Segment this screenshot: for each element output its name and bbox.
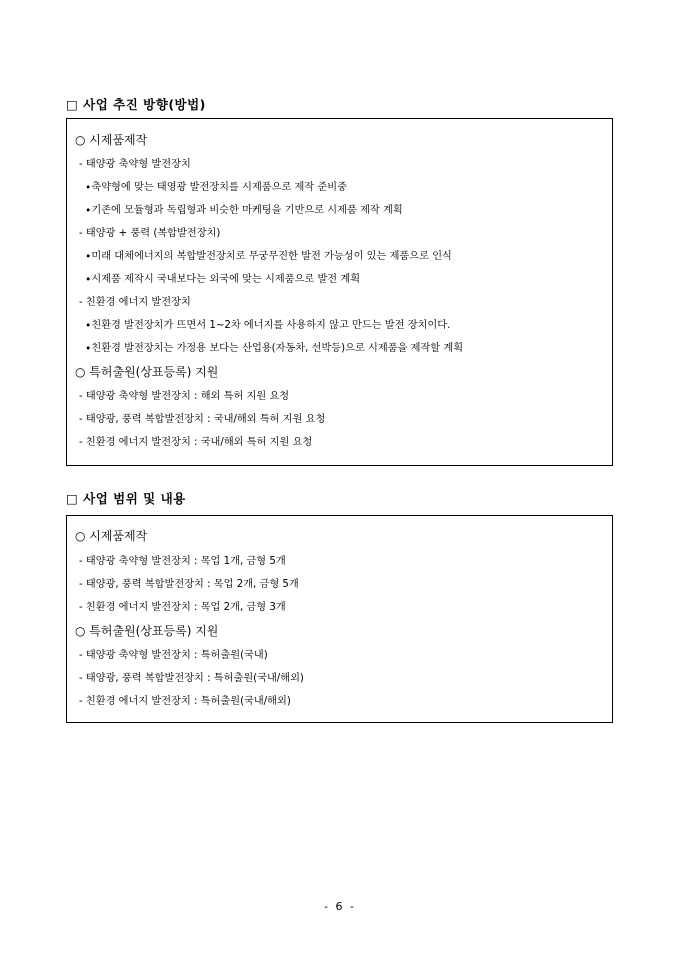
scope-box (66, 515, 613, 723)
list-item: ○ 특허출원(상표등록) 지원 (75, 624, 219, 638)
list-item: - 친환경 에너지 발전장치 : 국내/해외 특허 지원 요청 (79, 437, 313, 448)
list-item: ∙시제품 제작시 국내보다는 외국에 맞는 시제품으로 발전 계획 (85, 274, 361, 285)
list-item: ○ 시제품제작 (75, 529, 148, 543)
list-item: ∙기존에 모듈형과 독립형과 비슷한 마케팅을 기반으로 시제품 제작 계획 (85, 205, 403, 216)
list-item: ○ 특허출원(상표등록) 지원 (75, 365, 219, 379)
list-item: ∙친환경 발전장치는 가정용 보다는 산업용(자동차, 선박등)으로 시제품을 제작할 계획 (85, 343, 464, 354)
list-item: - 친환경 에너지 발전장치 : 목업 2개, 금형 3개 (79, 602, 286, 613)
list-item: - 태양광 축약형 발전장치 : 목업 1개, 금형 5개 (79, 556, 286, 567)
list-item: ∙미래 대체에너지의 복합발전장치로 무궁무진한 발전 가능성이 있는 제품으로 인식 (85, 251, 452, 262)
section-heading-scope: □ 사업 범위 및 내용 (66, 491, 186, 506)
list-item: - 친환경 에너지 발전장치 (79, 297, 191, 308)
list-item: ∙친환경 발전장치가 뜨면서 1~2차 에너지를 사용하지 않고 만드는 발전 장치이다. (85, 320, 451, 331)
list-item: - 태양광, 풍력 복합발전장치 : 국내/해외 특허 지원 요청 (79, 414, 326, 425)
list-item: - 태양광 축약형 발전장치 : 해외 특허 지원 요청 (79, 391, 290, 402)
list-item: - 태양광 + 풍력 (복합발전장치) (79, 228, 221, 239)
page-number: - 6 - (324, 900, 356, 913)
list-item: - 태양광 축약형 발전장치 (79, 159, 191, 170)
list-item: - 태양광, 풍력 복합발전장치 : 목업 2개, 금형 5개 (79, 579, 299, 590)
direction-box (66, 118, 613, 466)
list-item: ∙축약형에 맞는 태영광 발전장치를 시제품으로 제작 준비중 (85, 182, 347, 193)
list-item: - 태양광, 풍력 복합발전장치 : 특허출원(국내/해외) (79, 673, 304, 684)
section-heading-direction: □ 사업 추진 방향(방법) (66, 97, 206, 112)
list-item: - 친환경 에너지 발전장치 : 특허출원(국내/해외) (79, 696, 291, 707)
list-item: - 태양광 축약형 발전장치 : 특허출원(국내) (79, 650, 268, 661)
list-item: ○ 시제품제작 (75, 133, 148, 147)
